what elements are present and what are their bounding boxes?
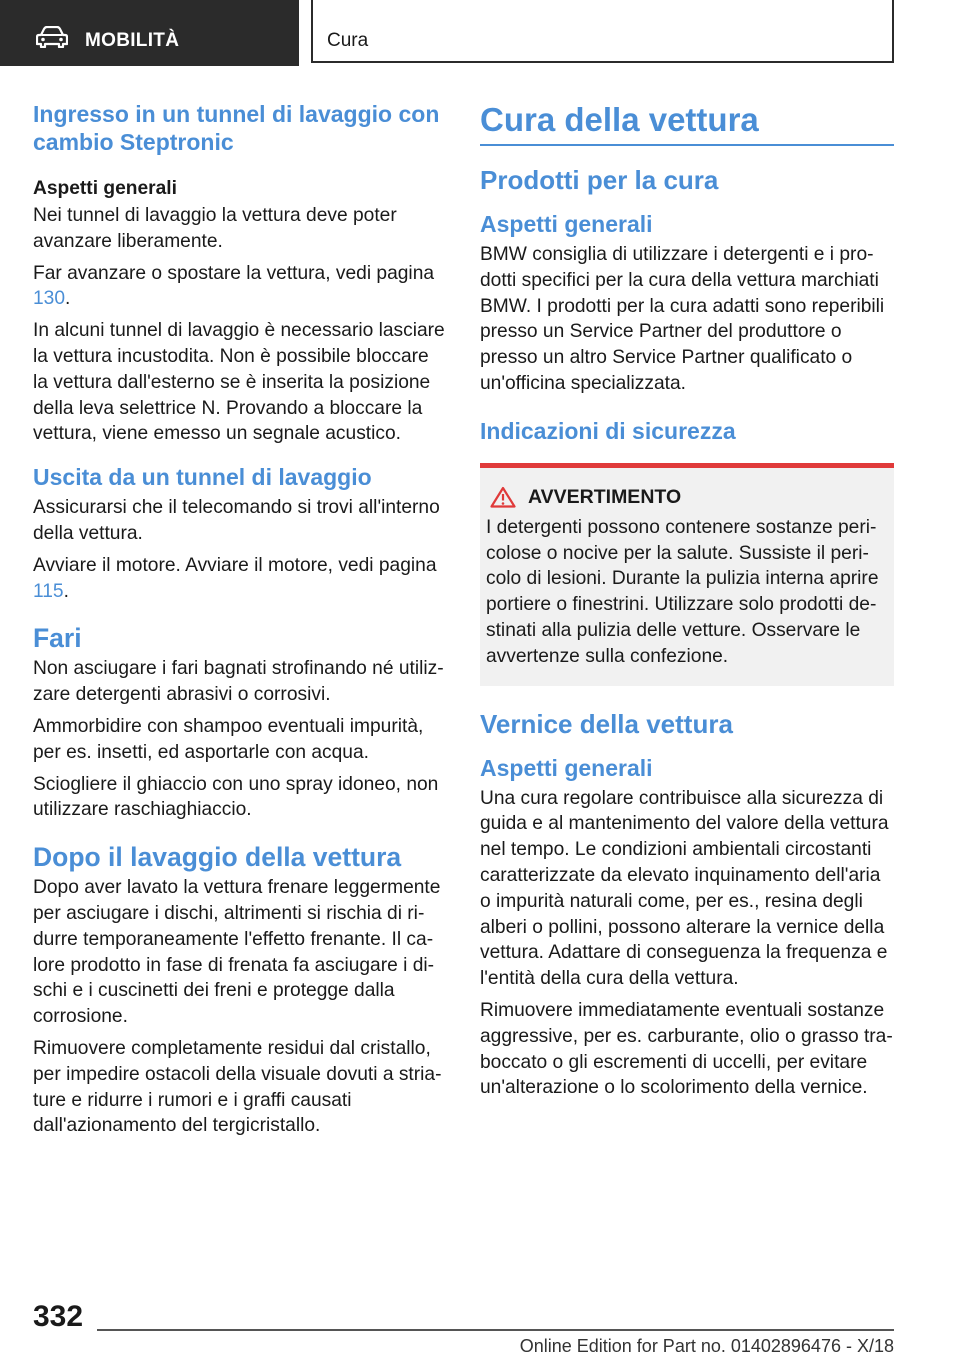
text: . bbox=[65, 288, 71, 310]
right-column bbox=[480, 100, 894, 1107]
paragraph: Assicurarsi che il telecomando si trovi all'interno della vettura. bbox=[33, 497, 440, 544]
footer-divider bbox=[97, 1329, 894, 1331]
paragraph: BMW consiglia di utilizzare i detergenti e i prodotti specifici per la cura della vettura marchiati BMW. I prodotti per la cura adatti sono reperibili presso un Service Partner del produttore o presso un altro Service Partner qualificato o un'officina specializzata. bbox=[480, 244, 885, 394]
page-number: 332 bbox=[33, 1300, 84, 1333]
paragraph: In alcuni tunnel di lavaggio è necessario lasciare la vettura incustodita. Non è possibile bloccare la vettura dall'esterno se è inserita la posizione della leva selettrice N. Provando a bloccare la vettura, viene emesso un segnale acustico. bbox=[33, 320, 445, 445]
text: Avviare il motore. Avviare il motore, vedi pagina bbox=[33, 554, 437, 576]
page-ref-link[interactable]: 130 bbox=[33, 288, 66, 310]
paragraph: Sciogliere il ghiaccio con uno spray idoneo, non utilizzare raschiaghiaccio. bbox=[33, 773, 439, 821]
subheading-general: Aspetti generali bbox=[480, 754, 653, 781]
heading-care-products: Prodotti per la cura bbox=[480, 165, 719, 195]
heading-tunnel-exit: Uscita da un tunnel di lavaggio bbox=[33, 464, 372, 491]
page-ref-link[interactable]: 115 bbox=[33, 580, 64, 602]
paragraph: Ammorbidire con shampoo eventuali impurità, per es. insetti, ed asportarle con acqua. bbox=[33, 715, 424, 763]
paragraph: Nei tunnel di lavaggio la vettura deve poter avanzare liberamente. bbox=[33, 205, 397, 252]
subheading-general: Aspetti generali bbox=[480, 211, 653, 237]
chapter-divider bbox=[480, 144, 894, 146]
warning-box bbox=[480, 463, 894, 686]
section-tab bbox=[0, 0, 299, 66]
chapter-title: Cura della vettura bbox=[480, 101, 759, 138]
paragraph: Dopo aver lavato la vettura frenare leggermente per asciugare i dischi, altrimenti si rischia di ridurre temporaneamente l'effetto frenante. Il calore prodotto in fase di frenata fa asciugare i dischi e i cuscinetti dei freni e protegge dalla corrosione. bbox=[33, 877, 441, 1028]
section-label: MOBILITÀ bbox=[85, 30, 180, 51]
paragraph: Rimuovere completamente residui dal cristallo, per impedire ostacoli della visuale dovuti a striature e ridurre i rumori e i graffi causati dall'azionamento del tergicristallo. bbox=[33, 1037, 442, 1137]
warning-triangle-icon bbox=[490, 486, 516, 508]
warning-title: AVVERTIMENTO bbox=[528, 485, 682, 508]
subheading-general: Aspetti generali bbox=[33, 178, 177, 199]
heading-safety-notes: Indicazioni di sicurezza bbox=[480, 417, 736, 444]
car-icon bbox=[36, 26, 68, 48]
warning-header bbox=[486, 486, 884, 509]
heading-after-wash: Dopo il lavaggio della vettura bbox=[33, 842, 402, 873]
paragraph-with-ref bbox=[33, 553, 447, 605]
paragraph: Rimuovere immediatamente eventuali sostanze aggressive, per es. carburante, olio o grasso traboccato o gli escrementi di uccelli, per evitare un'alterazione o lo scolorimento della vernice. bbox=[480, 999, 893, 1099]
paragraph-with-ref bbox=[33, 261, 447, 313]
paragraph: Non asciugare i fari bagnati strofinando né utilizzare detergenti abrasivi o corrosivi. bbox=[33, 658, 444, 706]
paragraph: Una cura regolare contribuisce alla sicurezza di guida e al mantenimento del valore della vettura nel tempo. Le condizioni ambientali circostanti caratterizzate da elevato inquinamento dell'aria o impurità naturali come, per es., resina degli alberi o pollini, possono alterare la vernice della vettura. Adattare di conseguenza la frequenza e l'entità della cura della vettura. bbox=[480, 787, 889, 990]
edition-text: Online Edition for Part no. 01402896476 - X/18 bbox=[519, 1336, 894, 1356]
heading-paint: Vernice della vettura bbox=[480, 708, 733, 739]
chapter-tab bbox=[311, 0, 894, 63]
text: . bbox=[63, 580, 69, 602]
text: Far avanzare o spostare la vettura, vedi pagina bbox=[33, 262, 435, 284]
left-column bbox=[33, 100, 447, 1145]
heading-headlights: Fari bbox=[33, 623, 82, 654]
heading-tunnel-entry: Ingresso in un tunnel di lavaggio con cambio Steptronic bbox=[33, 101, 440, 155]
chapter-label: Cura bbox=[327, 30, 369, 51]
warning-text: I detergenti possono contenere sostanze pericolose o nocive per la salute. Sussiste il pericolo di lesioni. Durante la pulizia interna aprire portiere o finestrini. Utilizzare solo prodotti destinati alla pulizia delle vetture. Osservare le avvertenze sulla confezione. bbox=[486, 516, 879, 667]
